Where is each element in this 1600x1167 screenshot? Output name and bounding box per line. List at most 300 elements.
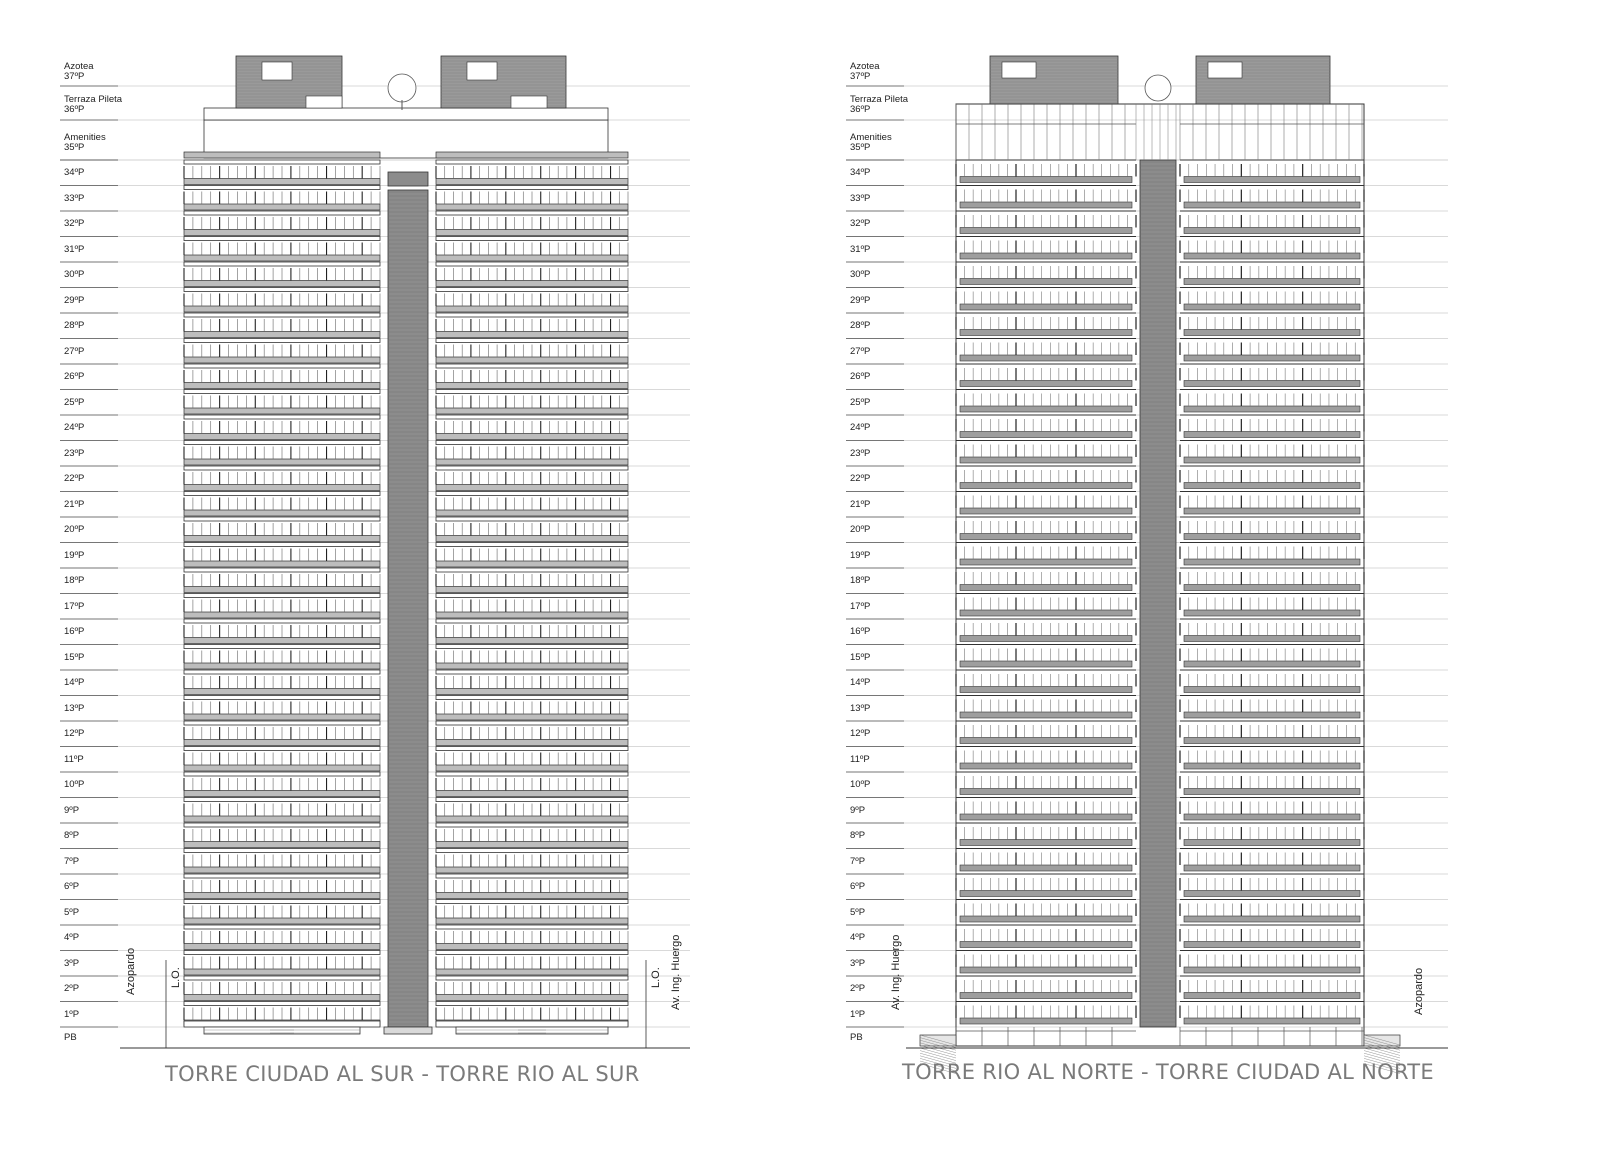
balcony-rail	[436, 383, 628, 389]
balcony-rail	[184, 995, 380, 1001]
balcony-rail	[184, 459, 380, 465]
floor-slab	[436, 747, 628, 751]
balcony-rail	[1184, 789, 1360, 795]
line-label-south-left: L.O.	[170, 967, 182, 988]
balcony-rail	[960, 508, 1132, 514]
balcony-rail	[1184, 738, 1360, 744]
floor-slab	[184, 1021, 380, 1027]
floor-label-north: 33ºP	[850, 192, 871, 204]
floor-slab	[436, 390, 628, 394]
terrace-floor	[204, 108, 608, 120]
balcony-rail	[184, 740, 380, 746]
floor-slab	[436, 568, 628, 572]
floor-slab	[184, 645, 380, 649]
floor-slab	[184, 594, 380, 598]
balcony-rail	[184, 714, 380, 720]
fence-hatch	[920, 1048, 956, 1058]
floor-label-south: 14ºP	[64, 677, 85, 688]
floor-slab	[184, 1002, 380, 1006]
floor-slab	[184, 670, 380, 674]
balcony-rail	[436, 408, 628, 414]
level-number-south-2: 35ºP	[64, 142, 85, 153]
balcony-rail	[184, 383, 380, 389]
balcony-rail	[184, 332, 380, 338]
floor-slab	[184, 415, 380, 419]
balcony-rail	[960, 865, 1132, 871]
balcony-rail	[436, 893, 628, 899]
balcony-rail	[960, 814, 1132, 820]
balcony-rail	[960, 457, 1132, 463]
balcony-rail	[960, 228, 1132, 234]
floor-label-north: 26ºP	[850, 371, 871, 382]
balcony-rail	[184, 663, 380, 669]
fence-hatch	[1364, 1048, 1400, 1058]
floor-slab	[436, 696, 628, 700]
balcony-rail	[184, 791, 380, 797]
balcony-rail	[436, 995, 628, 1001]
balcony-rail	[960, 279, 1132, 285]
floor-slab	[436, 288, 628, 292]
balcony-rail	[960, 891, 1132, 897]
floor-slab	[436, 313, 628, 317]
balcony-rail	[960, 177, 1132, 183]
floor-label-north: 16ºP	[850, 626, 871, 637]
floor-slab	[184, 721, 380, 725]
balcony-rail	[1184, 534, 1360, 540]
floor-label-north: 10ºP	[850, 779, 871, 790]
balcony-rail	[960, 330, 1132, 336]
floor-slab	[184, 747, 380, 751]
floor-slab	[184, 976, 380, 980]
fence-hatch	[1364, 1045, 1400, 1055]
floor-label-south: 25ºP	[64, 396, 85, 408]
floor-slab	[436, 849, 628, 853]
balcony-rail	[1184, 687, 1360, 693]
floor-label-south: 22ºP	[64, 473, 85, 484]
floor-slab	[436, 798, 628, 802]
fence-hatch	[920, 1045, 956, 1055]
level-number-south-0: 37ºP	[64, 71, 85, 82]
floor-slab	[436, 772, 628, 776]
balcony-rail	[1184, 1018, 1360, 1024]
floor-slab	[436, 492, 628, 496]
balcony-rail	[1184, 916, 1360, 922]
floor-slab	[184, 568, 380, 572]
balcony-rail	[960, 738, 1132, 744]
floor-slab	[436, 594, 628, 598]
floor-label-south: 18ºP	[64, 575, 85, 586]
roof-window	[467, 62, 497, 80]
floor-label-south: 29ºP	[64, 294, 85, 306]
floor-label-north: 19ºP	[850, 549, 871, 561]
balcony-rail	[1184, 610, 1360, 616]
floor-label-north: 24ºP	[850, 422, 871, 433]
balcony-rail	[960, 993, 1132, 999]
caption-north: TORRE RIO AL NORTE - TORRE CIUDAD AL NORTE	[902, 1060, 1435, 1084]
floor-slab	[436, 466, 628, 470]
balcony-rail	[436, 306, 628, 312]
balcony-rail	[184, 638, 380, 644]
roof-window	[1002, 62, 1036, 78]
floor-slab	[436, 262, 628, 266]
entrance-door	[384, 1027, 432, 1034]
caption-south: TORRE CIUDAD AL SUR - TORRE RIO AL SUR	[165, 1062, 640, 1086]
floor-label-south: 10ºP	[64, 779, 85, 790]
balcony-rail	[960, 763, 1132, 769]
vertical-core	[388, 190, 428, 1027]
floor-slab	[184, 772, 380, 776]
floor-label-south: 30ºP	[64, 269, 85, 280]
balcony-rail	[436, 791, 628, 797]
balcony-rail	[184, 689, 380, 695]
floor-slab	[184, 466, 380, 470]
floor-slab	[436, 925, 628, 929]
balcony-rail	[184, 612, 380, 618]
street-label-south-left: Azopardo	[125, 947, 137, 995]
floor-slab	[436, 976, 628, 980]
balcony-rail	[1184, 763, 1360, 769]
balcony-rail	[436, 714, 628, 720]
floor-label-south: 33ºP	[64, 192, 85, 204]
balcony-rail	[436, 561, 628, 567]
floor-slab	[184, 696, 380, 700]
floor-slab	[184, 262, 380, 266]
floor-slab	[436, 186, 628, 190]
balcony-rail	[960, 304, 1132, 310]
balcony-rail	[960, 253, 1132, 259]
balcony-rail	[1184, 967, 1360, 973]
floor-slab	[184, 237, 380, 241]
floor-label-north: 25ºP	[850, 396, 871, 408]
floor-label-south: 16ºP	[64, 626, 85, 637]
floor-label-north: 22ºP	[850, 473, 871, 484]
floor-label-south: 28ºP	[64, 320, 85, 331]
floor-slab	[184, 364, 380, 368]
balcony-rail	[960, 559, 1132, 565]
floor-slab	[436, 721, 628, 725]
balcony-rail	[1184, 508, 1360, 514]
balcony-rail	[1184, 483, 1360, 489]
floor-label-south: 13ºP	[64, 702, 85, 714]
floor-label-south: 17ºP	[64, 600, 85, 612]
balcony-rail	[1184, 228, 1360, 234]
floor-slab	[184, 313, 380, 317]
balcony-rail	[184, 561, 380, 567]
balcony-rail	[960, 534, 1132, 540]
floor-label-south: 15ºP	[64, 651, 85, 663]
balcony-rail	[436, 179, 628, 185]
balcony-rail	[1184, 457, 1360, 463]
floor-label-south: 8ºP	[64, 830, 80, 841]
floor-label-south: 26ºP	[64, 371, 85, 382]
balcony-rail	[1184, 993, 1360, 999]
floor-label-south: 3ºP	[64, 957, 80, 969]
balcony-rail	[184, 434, 380, 440]
floor-label-south: 31ºP	[64, 243, 85, 255]
balcony-rail	[960, 661, 1132, 667]
balcony-rail	[960, 840, 1132, 846]
level-number-south-1: 36ºP	[64, 104, 85, 115]
level-name-north-2: Amenities	[850, 132, 892, 143]
floor-label-north: 3ºP	[850, 957, 866, 969]
floor-label-south: 19ºP	[64, 549, 85, 561]
floor-label-south: 7ºP	[64, 855, 80, 867]
floor-slab	[184, 186, 380, 190]
balcony-rail	[1184, 636, 1360, 642]
floor-label-south: 5ºP	[64, 906, 80, 918]
roof-door	[511, 96, 547, 108]
level-name-south-0: Azotea	[64, 61, 94, 72]
roof-door	[306, 96, 342, 108]
floor-label-north: 27ºP	[850, 345, 871, 357]
floor-label-north: 8ºP	[850, 830, 866, 841]
floor-slab	[436, 441, 628, 445]
roof-window	[1208, 62, 1242, 78]
tower-elevation-south	[120, 56, 690, 1048]
floor-slab	[436, 619, 628, 623]
balcony-rail	[184, 408, 380, 414]
floor-label-north: 31ºP	[850, 243, 871, 255]
floor-label-north: 12ºP	[850, 728, 871, 739]
street-label-north-right: Azopardo	[1413, 967, 1425, 1015]
floor-slab	[436, 415, 628, 419]
balcony-rail	[184, 230, 380, 236]
balcony-rail	[1184, 406, 1360, 412]
floor-slab	[436, 645, 628, 649]
balcony-rail	[960, 916, 1132, 922]
floor-slab	[436, 1002, 628, 1006]
balcony-rail	[436, 230, 628, 236]
balcony-rail	[436, 357, 628, 363]
balcony-rail	[436, 816, 628, 822]
floor-label-north: 1ºP	[850, 1008, 866, 1020]
balcony-rail	[184, 918, 380, 924]
level-number-north-2: 35ºP	[850, 142, 871, 153]
floor-label-north: 29ºP	[850, 294, 871, 306]
ground-label-north: PB	[850, 1032, 863, 1043]
floor-label-north: 5ºP	[850, 906, 866, 918]
balcony-rail	[184, 485, 380, 491]
floor-label-south: 20ºP	[64, 524, 85, 535]
floor-slab	[184, 900, 380, 904]
floor-label-north: 32ºP	[850, 218, 871, 229]
balcony-rail	[1184, 712, 1360, 718]
level-number-north-0: 37ºP	[850, 71, 871, 82]
balcony-rail	[960, 355, 1132, 361]
balcony-rail	[960, 406, 1132, 412]
balcony-rail	[1184, 840, 1360, 846]
tower-elevation-north	[906, 56, 1448, 1074]
balcony-rail	[436, 204, 628, 210]
floor-label-north: 4ºP	[850, 932, 866, 943]
floor-label-south: 6ºP	[64, 881, 80, 892]
balcony-rail	[436, 765, 628, 771]
balcony-rail	[184, 969, 380, 975]
balcony-rail	[184, 816, 380, 822]
balcony-rail	[436, 536, 628, 542]
balcony-rail	[184, 944, 380, 950]
amenities-rail	[184, 152, 380, 158]
floor-label-south: 27ºP	[64, 345, 85, 357]
balcony-rail	[1184, 942, 1360, 948]
balcony-rail	[436, 612, 628, 618]
street-label-north-left: Av. Ing. Huergo	[890, 934, 902, 1010]
balcony-rail	[184, 281, 380, 287]
floor-slab	[184, 517, 380, 521]
roof-window	[262, 62, 292, 80]
balcony-rail	[184, 765, 380, 771]
street-label-south-right: Av. Ing. Huergo	[670, 934, 682, 1010]
floor-label-north: 30ºP	[850, 269, 871, 280]
balcony-rail	[184, 867, 380, 873]
line-label-south-right: L.O.	[650, 967, 662, 988]
floor-slab	[436, 543, 628, 547]
floor-slab	[436, 211, 628, 215]
floor-label-south: 9ºP	[64, 804, 80, 816]
floor-label-south: 24ºP	[64, 422, 85, 433]
amenities-rail	[436, 152, 628, 158]
floor-slab	[436, 900, 628, 904]
floor-label-south: 12ºP	[64, 728, 85, 739]
floor-slab	[184, 160, 380, 164]
floor-slab	[184, 339, 380, 343]
balcony-rail	[184, 510, 380, 516]
balcony-rail	[960, 789, 1132, 795]
balcony-rail	[1184, 891, 1360, 897]
balcony-rail	[960, 967, 1132, 973]
floor-slab	[436, 874, 628, 878]
level-name-south-2: Amenities	[64, 132, 106, 143]
floor-label-north: 28ºP	[850, 320, 871, 331]
floor-slab	[436, 517, 628, 521]
balcony-rail	[1184, 355, 1360, 361]
floor-label-north: 14ºP	[850, 677, 871, 688]
level-lines	[60, 86, 690, 1027]
core-top-block	[388, 172, 428, 186]
balcony-rail	[960, 636, 1132, 642]
floor-slab	[184, 619, 380, 623]
balcony-rail	[960, 610, 1132, 616]
balcony-rail	[184, 893, 380, 899]
level-number-north-1: 36ºP	[850, 104, 871, 115]
balcony-rail	[184, 306, 380, 312]
floor-slab	[184, 874, 380, 878]
balcony-rail	[960, 483, 1132, 489]
balcony-rail	[184, 255, 380, 261]
floor-label-north: 11ºP	[850, 753, 870, 765]
balcony-rail	[184, 587, 380, 593]
balcony-rail	[436, 689, 628, 695]
balcony-rail	[436, 740, 628, 746]
level-name-north-0: Azotea	[850, 61, 880, 72]
floor-label-north: 9ºP	[850, 804, 866, 816]
balcony-rail	[1184, 381, 1360, 387]
floor-slab	[184, 951, 380, 955]
floor-label-north: 21ºP	[850, 498, 871, 510]
floor-slab	[436, 160, 628, 164]
floor-label-south: 32ºP	[64, 218, 85, 229]
balcony-rail	[960, 1018, 1132, 1024]
floor-label-north: 13ºP	[850, 702, 871, 714]
floor-slab	[184, 211, 380, 215]
floor-label-north: 20ºP	[850, 524, 871, 535]
balcony-rail	[1184, 661, 1360, 667]
floor-label-north: 15ºP	[850, 651, 871, 663]
balcony-rail	[184, 179, 380, 185]
balcony-rail	[436, 587, 628, 593]
balcony-rail	[1184, 279, 1360, 285]
ground-label-south: PB	[64, 1032, 77, 1043]
balcony-rail	[436, 434, 628, 440]
balcony-rail	[184, 357, 380, 363]
floor-slab	[184, 288, 380, 292]
balcony-rail	[436, 842, 628, 848]
balcony-rail	[436, 944, 628, 950]
floor-label-north: 17ºP	[850, 600, 871, 612]
floor-label-south: 11ºP	[64, 753, 84, 765]
floor-label-south: 34ºP	[64, 167, 85, 178]
floor-label-south: 4ºP	[64, 932, 80, 943]
floor-slab	[184, 492, 380, 496]
floor-slab	[436, 364, 628, 368]
balcony-rail	[960, 202, 1132, 208]
rooftop-tree	[1145, 75, 1171, 101]
balcony-rail	[436, 918, 628, 924]
rooftop-tree	[388, 74, 416, 102]
balcony-rail	[960, 687, 1132, 693]
floor-slab	[184, 798, 380, 802]
balcony-rail	[436, 663, 628, 669]
floor-slab	[184, 925, 380, 929]
floor-label-south: 23ºP	[64, 447, 85, 459]
balcony-rail	[960, 381, 1132, 387]
floor-label-north: 34ºP	[850, 167, 871, 178]
floor-slab	[184, 823, 380, 827]
balcony-rail	[184, 204, 380, 210]
floor-slab	[184, 849, 380, 853]
floor-slab	[184, 390, 380, 394]
balcony-rail	[1184, 814, 1360, 820]
floor-slab	[436, 1021, 628, 1027]
floor-label-south: 21ºP	[64, 498, 85, 510]
balcony-rail	[436, 332, 628, 338]
level-name-south-1: Terraza Pileta	[64, 94, 123, 105]
floor-slab	[436, 823, 628, 827]
floor-slab	[436, 951, 628, 955]
balcony-rail	[1184, 253, 1360, 259]
balcony-rail	[1184, 432, 1360, 438]
level-name-north-1: Terraza Pileta	[850, 94, 909, 105]
floor-label-south: 2ºP	[64, 983, 80, 994]
balcony-rail	[184, 842, 380, 848]
balcony-rail	[436, 638, 628, 644]
balcony-rail	[436, 281, 628, 287]
floor-slab	[436, 670, 628, 674]
balcony-rail	[436, 867, 628, 873]
balcony-rail	[1184, 330, 1360, 336]
balcony-rail	[960, 432, 1132, 438]
balcony-rail	[1184, 202, 1360, 208]
floor-label-north: 2ºP	[850, 983, 866, 994]
floor-slab	[184, 543, 380, 547]
balcony-rail	[436, 459, 628, 465]
floor-slab	[436, 339, 628, 343]
balcony-rail	[1184, 865, 1360, 871]
balcony-rail	[960, 712, 1132, 718]
balcony-rail	[960, 585, 1132, 591]
balcony-rail	[436, 969, 628, 975]
balcony-rail	[960, 942, 1132, 948]
